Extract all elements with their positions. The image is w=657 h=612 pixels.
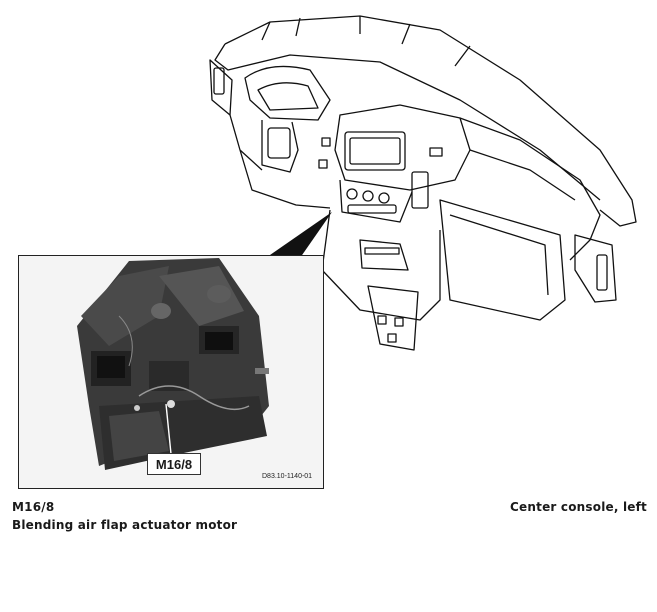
photo-reference-code: D83.10-1140-01 — [262, 473, 313, 480]
caption-component-description: Blending air flap actuator motor — [12, 518, 238, 532]
caption-location: Center console, left — [510, 500, 647, 514]
caption-component-code: M16/8 — [12, 500, 55, 514]
component-callout-label: M16/8 — [147, 453, 201, 475]
